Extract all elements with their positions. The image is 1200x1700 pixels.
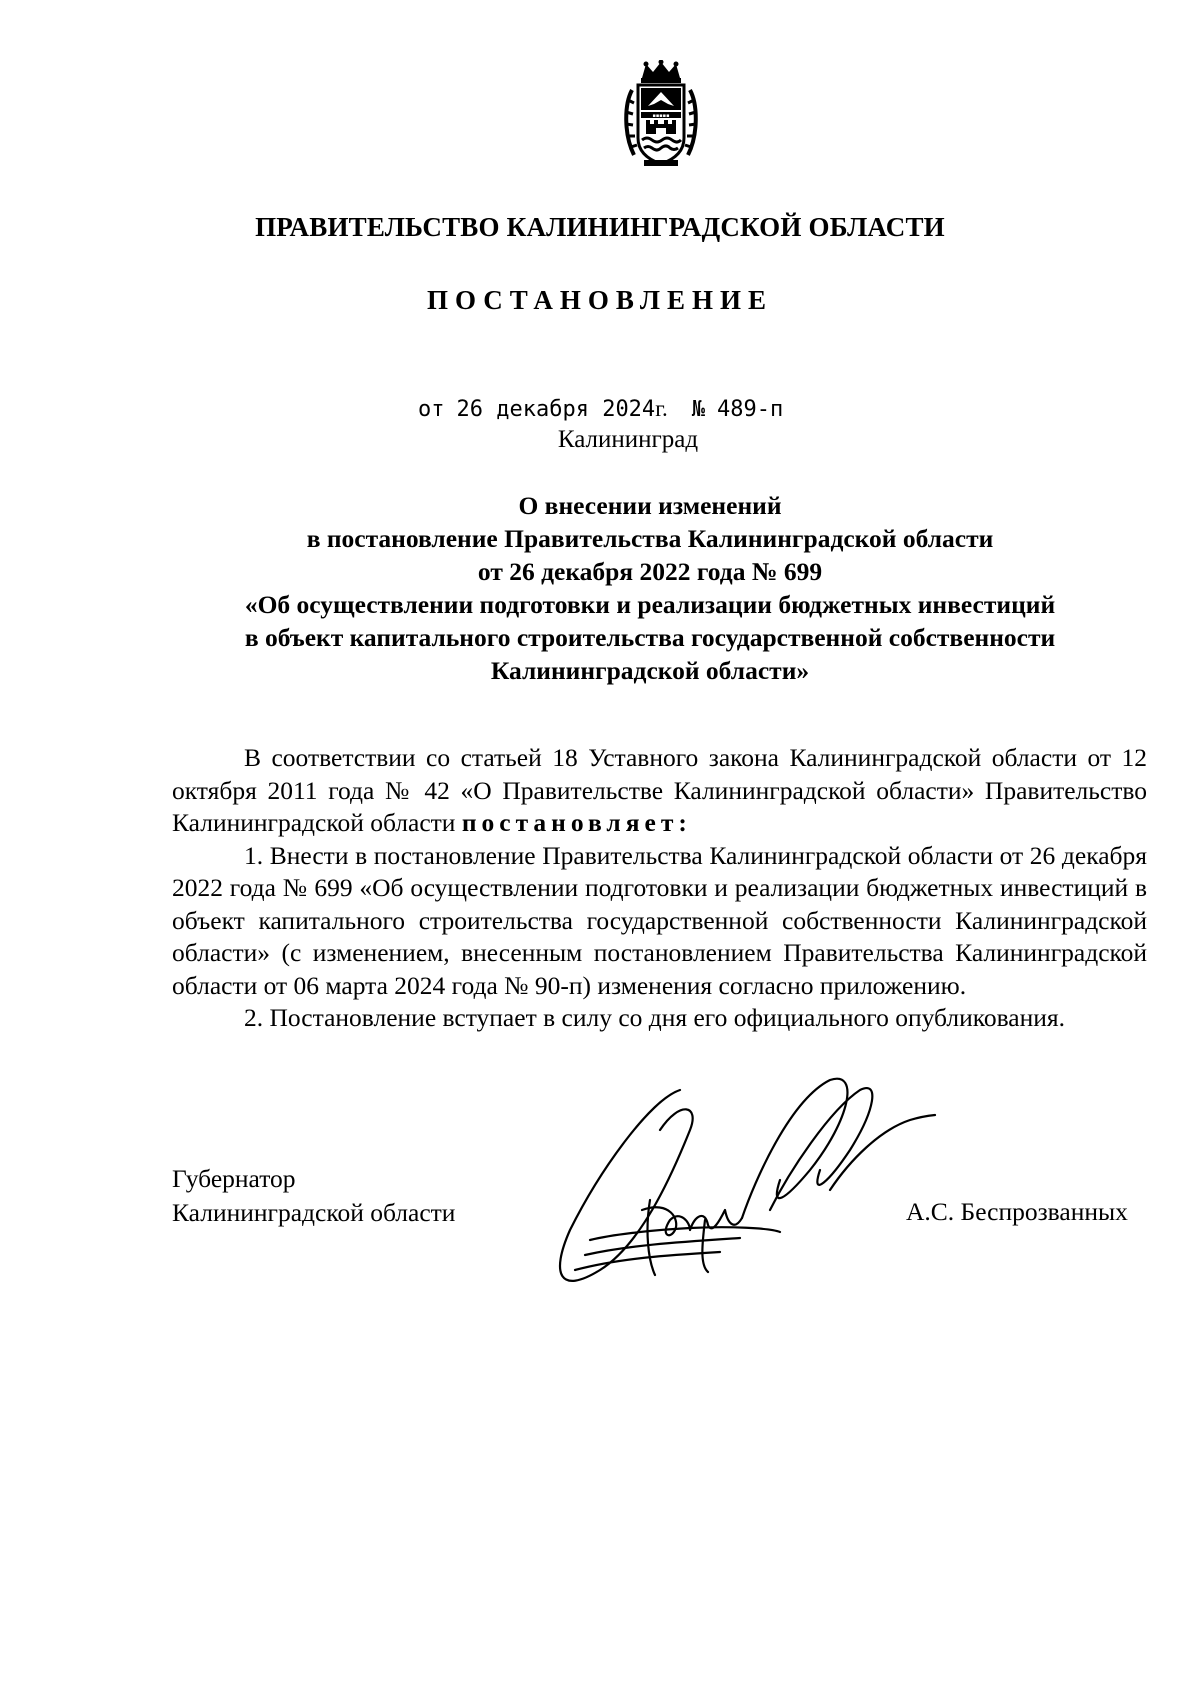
preamble-text: В соответствии со статьей 18 Уставного закона Калининградской области от 12 октября 2011 года № 42 «О Правительстве Калининградской области» Правительство Калининградской области: [172, 743, 1147, 837]
number-sign: №: [691, 397, 706, 422]
from-label: от: [418, 397, 445, 422]
item-1-paragraph: 1. Внести в постановление Правительства Калининградской области от 26 декабря 2022 года № 699 «Об осуществлении подготовки и реализации бюджетных инвестиций в объект капитального строительства государственной собственности Калининградской области» (с изменением, внесенным постановлением Правительства Калининградской области от 06 марта 2024 года № 90-п) изменения согласно приложению.: [172, 840, 1147, 1000]
subject-line: «Об осуществлении подготовки и реализации бюджетных инвестиций: [244, 590, 1056, 619]
date-number-line: [418, 396, 783, 422]
signatory-name: А.С. Беспрозванных: [906, 1197, 1128, 1226]
document-date: 26 декабря 2024: [456, 397, 656, 422]
preamble-paragraph: [172, 742, 1147, 840]
place-of-issue: Калининград: [557, 426, 699, 453]
subject-line: от 26 декабря 2022 года № 699: [477, 557, 823, 586]
position-line-1: Губернатор: [172, 1164, 296, 1193]
government-title: ПРАВИТЕЛЬСТВО КАЛИНИНГРАДСКОЙ ОБЛАСТИ: [255, 212, 945, 242]
document-body: [172, 742, 1147, 1035]
subject-line: в постановление Правительства Калининградской области: [306, 524, 994, 553]
subject-line: О внесении изменений: [518, 491, 782, 520]
signatory-position: [172, 1162, 455, 1230]
position-line-2: Калининградской области: [172, 1198, 456, 1227]
year-suffix: г.: [655, 396, 668, 421]
subject-line: в объект капитального строительства государственной собственности: [244, 623, 1056, 652]
subject-line: Калининградской области»: [490, 656, 810, 685]
coat-of-arms-icon: [622, 60, 700, 168]
item-2-paragraph: 2. Постановление вступает в силу со дня его официального опубликования.: [244, 1003, 1065, 1032]
document-type: ПОСТАНОВЛЕНИЕ: [426, 285, 774, 315]
resolves-keyword: постановляет:: [461, 808, 692, 837]
svg-text:▪▪▪▪▪: ▪▪▪▪▪: [652, 113, 670, 119]
handwritten-signature: [530, 1060, 950, 1320]
document-number: 489-п: [717, 397, 784, 422]
document-subject: [170, 489, 1130, 687]
